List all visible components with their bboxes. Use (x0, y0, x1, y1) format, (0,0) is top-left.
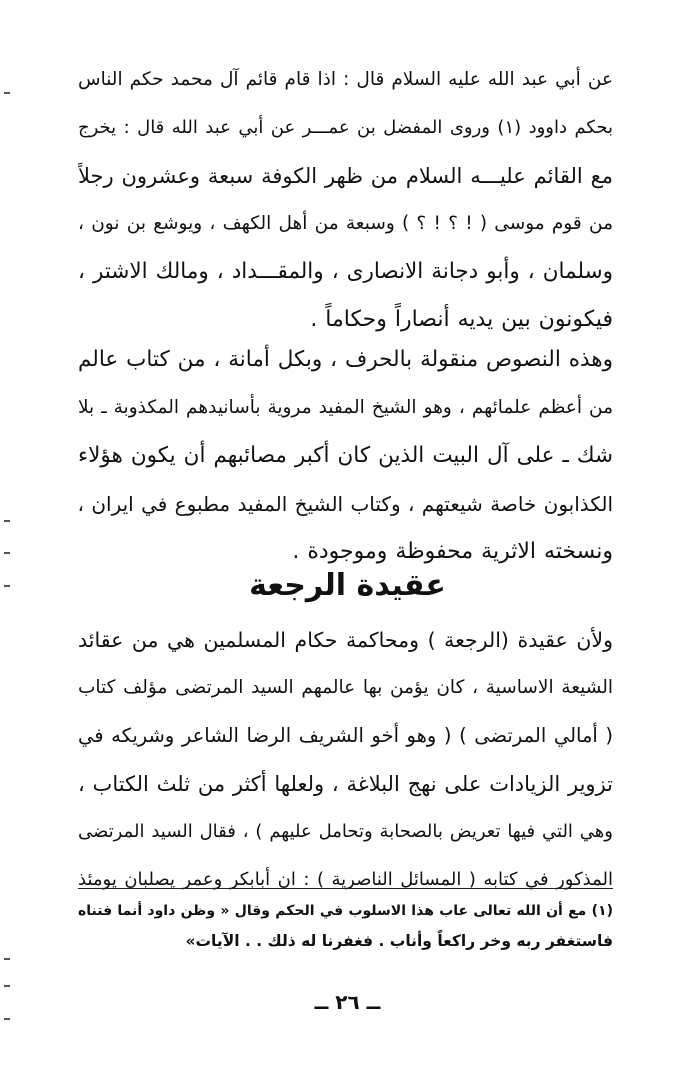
scan-mark (4, 1018, 10, 1020)
paragraph-3 (78, 616, 613, 904)
paragraph-1 (78, 56, 613, 344)
text-line: فيكونون بين يديه أنصاراً وحكاماً . (310, 307, 613, 332)
text-line: مع القائم عليـــه السلام من ظهر الكوفة سبعة وعشرون رجلاً (78, 164, 613, 188)
text-line: وسلمان ، وأبو دجانة الانصارى ، والمقـــداد ، ومالك الاشتر ، (78, 259, 613, 284)
text-line: الشيعة الاساسية ، كان يؤمن بها عالمهم السيد المرتضى مؤلف كتاب (78, 677, 613, 698)
footnote-line: فاستغفر ربه وخر راكعاً وأناب . فغفرنا له ذلك . . الآيات» (185, 932, 613, 950)
footnote-divider (78, 888, 613, 889)
text-line: ولأن عقيدة (الرجعة ) ومحاكمة حكام المسلمين هي من عقائد (78, 628, 613, 652)
scan-mark (4, 585, 10, 587)
scan-mark (4, 985, 10, 987)
scan-mark (4, 552, 10, 554)
scan-mark (4, 92, 10, 94)
footnote (78, 896, 613, 956)
text-line: وهذه النصوص منقولة بالحرف ، وبكل أمانة ، من كتاب عالم (78, 347, 613, 372)
text-line: ونسخته الاثرية محفوظة وموجودة . (292, 539, 613, 564)
text-line: شك ـ على آل البيت الذين كان أكبر مصائبهم أن يكون هؤلاء (78, 443, 613, 468)
text-line: وهي التي فيها تعريض بالصحابة وتحامل عليهم ) ، فقال السيد المرتضى (78, 821, 613, 842)
text-line: من قوم موسى ( ! ؟ ! ؟ ) وسبعة من أهل الكهف ، ويوشع بن نون ، (78, 213, 613, 234)
section-heading: عقيدة الرجعة (249, 568, 446, 603)
scan-mark (4, 958, 10, 960)
text-line: ( أمالي المرتضى ) ( وهو أخو الشريف الرضا الشاعر وشريكه في (78, 724, 613, 747)
text-line: عن أبي عبد الله عليه السلام قال : اذا قام قائم آل محمد حكم الناس (78, 69, 613, 90)
footnote-line: (١) مع أن الله تعالى عاب هذا الاسلوب في الحكم وقال « وظن داود أنما فتناه (78, 903, 613, 919)
text-line: المذكور في كتابه ( المسائل الناصرية ) : ان أبابكر وعمر يصلبان يومئذ (78, 869, 613, 890)
text-line: تزوير الزيادات على نهج البلاغة ، ولعلها أكثر من ثلث الكتاب ، (78, 772, 613, 796)
text-line: بحكم داوود (١) وروى المفضل بن عمـــر عن أبي عبد الله قال : يخرج (78, 117, 613, 138)
text-line: الكذابون خاصة شيعتهم ، وكتاب الشيخ المفيد مطبوع في ايران ، (78, 492, 613, 516)
text-line: من أعظم علمائهم ، وهو الشيخ المفيد مروية بأسانيدهم المكذوبة ـ بلا (78, 397, 613, 418)
scan-mark (4, 520, 10, 522)
page-number: ــ ٢٦ ــ (314, 990, 381, 1014)
paragraph-2 (78, 336, 613, 576)
